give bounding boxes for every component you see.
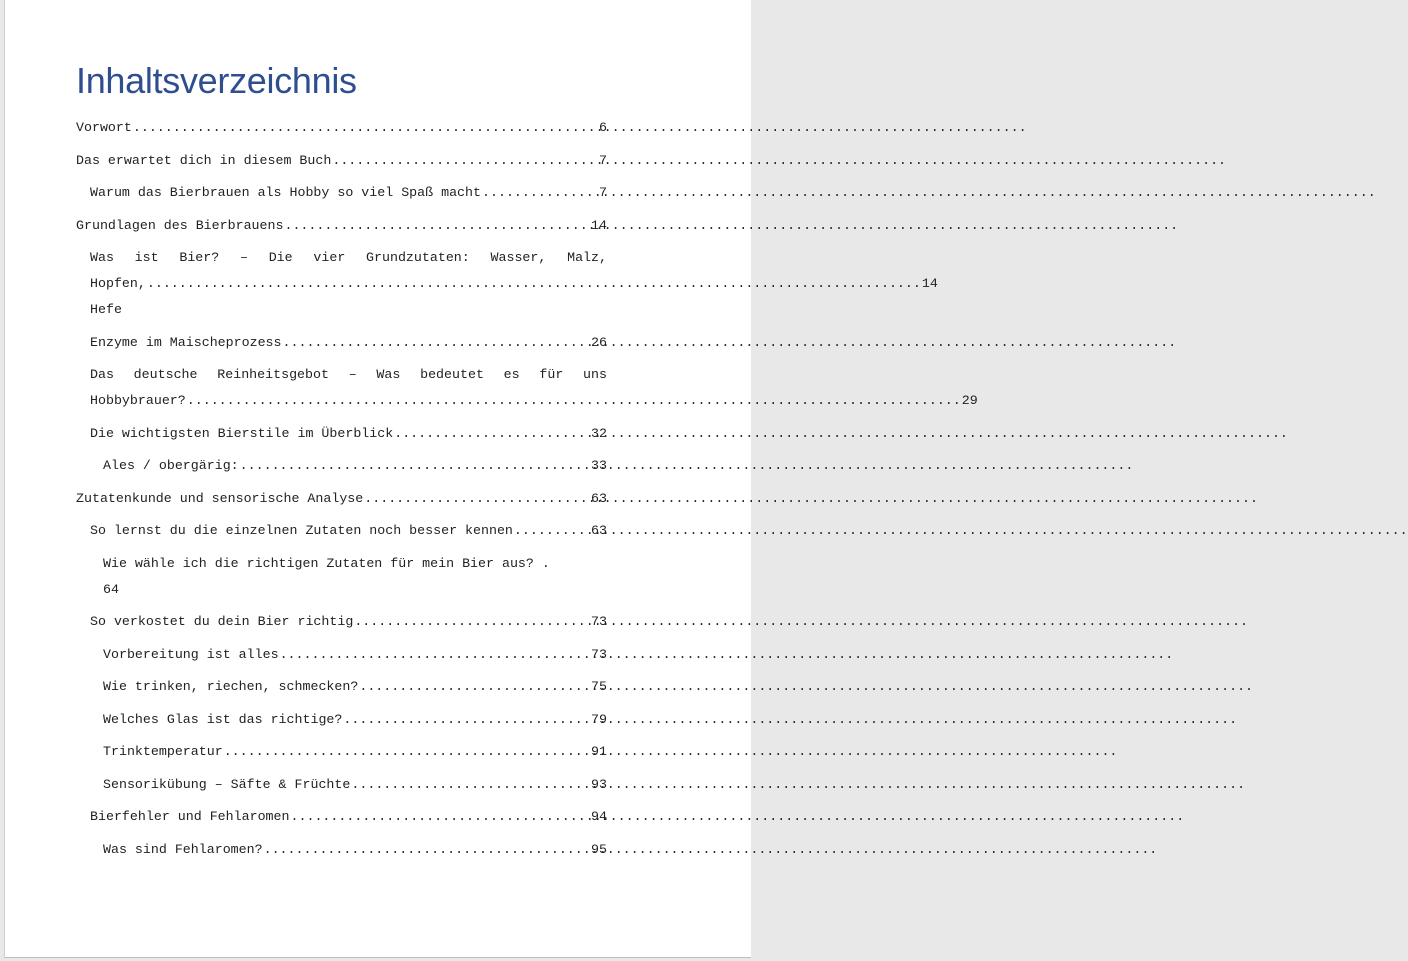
toc-entry[interactable] bbox=[76, 642, 607, 668]
toc-entry[interactable] bbox=[76, 421, 607, 447]
toc-entry[interactable] bbox=[76, 837, 607, 863]
toc-leader-dots bbox=[284, 213, 590, 239]
toc-entry-title: So verkostet du dein Bier richtig bbox=[90, 614, 354, 629]
toc-entry[interactable] bbox=[76, 453, 607, 479]
toc-leader-dots bbox=[280, 642, 590, 668]
toc-entry[interactable] bbox=[76, 180, 607, 206]
toc-leader-dots bbox=[359, 674, 590, 700]
toc-leader-dots bbox=[354, 609, 590, 635]
toc-entry-title: Vorbereitung ist alles bbox=[103, 646, 279, 662]
toc-leader-dots bbox=[364, 486, 590, 512]
toc-entry[interactable] bbox=[76, 674, 607, 700]
toc-entry-title: Bierfehler und Fehlaromen bbox=[90, 809, 290, 824]
toc-page-number: 75 bbox=[591, 679, 607, 694]
toc-leader-dots: ................................................................................................. bbox=[146, 276, 921, 291]
toc-entry-title-continued: Hobbybrauer? bbox=[90, 393, 186, 408]
toc-entry[interactable] bbox=[76, 739, 607, 765]
toc-page-number: 29 bbox=[961, 393, 978, 408]
toc-page-number: 73 bbox=[591, 646, 607, 662]
toc-entry[interactable] bbox=[76, 362, 978, 414]
toc-page-number: 94 bbox=[591, 809, 607, 824]
toc-entry-title: Was sind Fehlaromen? bbox=[103, 841, 263, 857]
toc-entry-title: Enzyme im Maischeprozess bbox=[90, 334, 282, 350]
toc-entry[interactable] bbox=[76, 486, 607, 512]
toc-entry[interactable] bbox=[76, 245, 938, 323]
toc-entry-title: So lernst du die einzelnen Zutaten noch besser kennen bbox=[90, 523, 513, 538]
toc-entry[interactable] bbox=[76, 551, 607, 603]
toc-entry-title: Grundlagen des Bierbrauens bbox=[76, 217, 284, 233]
toc-entry-title: Trinktemperatur bbox=[103, 744, 223, 759]
toc-leader-dots: ................................................................................................. bbox=[186, 393, 961, 408]
toc-entry[interactable] bbox=[76, 772, 607, 798]
toc-leader-dots bbox=[240, 453, 590, 479]
toc-entry-title: Sensorikübung – Säfte & Früchte bbox=[103, 776, 351, 792]
toc-entry-title: Zutatenkunde und sensorische Analyse bbox=[76, 490, 364, 506]
toc-entry-title: Wie trinken, riechen, schmecken? bbox=[103, 679, 359, 694]
toc-entry-title: Die wichtigsten Bierstile im Überblick bbox=[90, 425, 394, 441]
toc-leader-dots bbox=[394, 421, 590, 447]
toc-page-number: 26 bbox=[591, 334, 607, 350]
toc-page-number: 14 bbox=[591, 217, 607, 233]
toc-page-number: 63 bbox=[591, 523, 607, 538]
toc-leader-dots bbox=[332, 148, 598, 174]
toc-entry-title: Das deutsche Reinheitsgebot – Was bedeutet es für uns bbox=[90, 367, 607, 382]
toc-leader-dots bbox=[291, 804, 591, 830]
toc-page-number: 6 bbox=[599, 120, 607, 135]
page-title: Inhaltsverzeichnis bbox=[76, 60, 357, 101]
toc-page-number: 63 bbox=[591, 490, 607, 506]
toc-entry-title: Welches Glas ist das richtige? bbox=[103, 711, 343, 727]
document-page bbox=[4, 0, 978, 958]
toc-entry[interactable] bbox=[76, 330, 607, 356]
toc-entry-title: Das erwartet dich in diesem Buch bbox=[76, 152, 332, 168]
toc-page-number: 32 bbox=[591, 425, 607, 441]
toc-entry-title: Warum das Bierbrauen als Hobby so viel Spaß macht bbox=[90, 185, 481, 200]
toc-page-number: 91 bbox=[591, 744, 607, 759]
toc-leader-dots bbox=[351, 772, 590, 798]
toc-page-number: 95 bbox=[591, 841, 607, 857]
toc-entry[interactable] bbox=[76, 213, 607, 239]
toc-entry-title: Was ist Bier? – Die vier Grundzutaten: Wasser, Malz, bbox=[90, 250, 607, 265]
toc-page-number: 33 bbox=[591, 458, 607, 473]
toc-page-number: 7 bbox=[599, 185, 607, 200]
toc-leader-dots bbox=[283, 330, 591, 356]
toc-leader-dots bbox=[343, 707, 590, 733]
table-of-contents bbox=[76, 115, 978, 869]
toc-page-number: 64 bbox=[103, 581, 119, 597]
toc-entry[interactable] bbox=[76, 518, 607, 544]
toc-page-number: 79 bbox=[591, 711, 607, 727]
toc-entry-title: Ales / obergärig: bbox=[103, 458, 239, 473]
toc-entry-title: Vorwort bbox=[76, 120, 132, 135]
toc-leader-dots bbox=[482, 180, 598, 206]
toc-page-number: 93 bbox=[591, 776, 607, 792]
toc-entry-title: Wie wähle ich die richtigen Zutaten für mein Bier aus? . bbox=[103, 555, 550, 571]
toc-entry[interactable] bbox=[76, 148, 607, 174]
toc-entry[interactable] bbox=[76, 707, 607, 733]
toc-page-number: 14 bbox=[921, 276, 938, 291]
toc-page-number: 7 bbox=[599, 152, 607, 168]
toc-entry[interactable] bbox=[76, 609, 607, 635]
toc-leader-dots bbox=[133, 115, 598, 141]
toc-leader-dots bbox=[514, 518, 590, 544]
toc-entry[interactable] bbox=[76, 115, 607, 141]
toc-entry[interactable] bbox=[76, 804, 607, 830]
toc-leader-dots bbox=[264, 837, 590, 863]
toc-entry-title-continued: Hopfen, Hefe bbox=[90, 276, 146, 317]
toc-page-number: 73 bbox=[591, 614, 607, 629]
toc-leader-dots bbox=[224, 739, 590, 765]
